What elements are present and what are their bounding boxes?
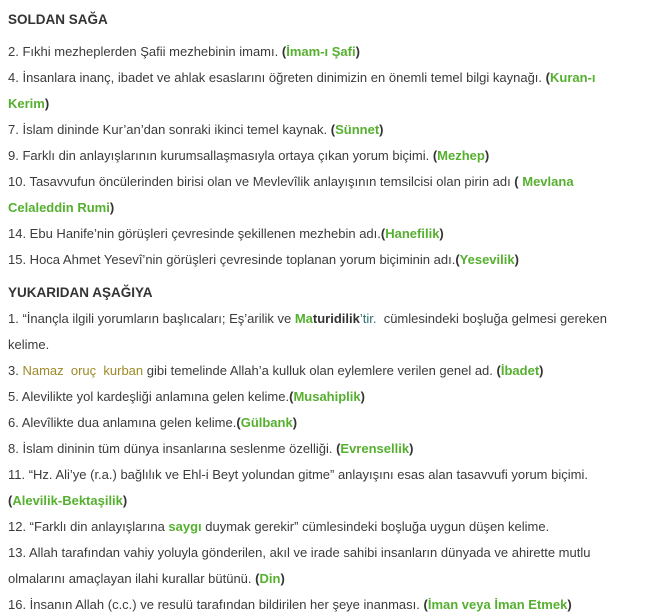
paren-or-bold-text: ( [289, 389, 294, 404]
answer-text: Alevilik-Bektaşilik [12, 493, 123, 508]
clue-text: 10. Tasavvufun öncülerinden birisi olan ve Mevlevîlik anlayışının temsilcisi olan pirin adı [8, 174, 515, 189]
answer-text: Celaleddin Rumi [8, 200, 110, 215]
clue-line [8, 117, 660, 143]
clue-line [8, 247, 660, 273]
clue-line [8, 488, 660, 514]
paren-or-bold-text: ) [360, 389, 365, 404]
answer-text: Kuran-ı [549, 70, 596, 85]
clue-line [8, 462, 660, 488]
paren-or-bold-text: ( [423, 597, 428, 612]
clue-line [8, 39, 660, 65]
clue-section [8, 7, 660, 273]
paren-or-bold-text: ) [539, 363, 544, 378]
clue-text: 8. İslam dininin tüm dünya insanlarına seslenme özelliği. [8, 441, 337, 456]
section-header: SOLDAN SAĞA [8, 12, 108, 27]
answer-text: Gülbank [240, 415, 293, 430]
paren-or-bold-text: ) [439, 226, 444, 241]
clue-section [8, 280, 660, 616]
clue-text: 15. Hoca Ahmet Yesevî’nin görüşleri çevresinde toplanan yorum biçiminin adı. [8, 252, 456, 267]
answer-text: Mezhep [437, 148, 485, 163]
clue-text: 3. [8, 363, 23, 378]
answer-text: Ma [294, 311, 313, 326]
clue-line [8, 436, 660, 462]
paren-or-bold-text: ) [292, 415, 298, 430]
clue-line [8, 332, 660, 358]
clue-text: 9. Farklı din anlayışlarının kurumsallaşmasıyla ortaya çıkan yorum biçimi. [8, 148, 433, 163]
clue-text: 14. Ebu Hanife’nin görüşleri çevresinde şekillenen mezhebin adı. [8, 226, 381, 241]
paren-or-bold-text: ( [336, 441, 341, 456]
answer-text: Musahiplik [293, 389, 361, 404]
answer-text: İbadet [500, 363, 540, 378]
answer-text: Kerim [8, 96, 45, 111]
clue-text: 6. Alevîlikte dua anlamına gelen kelime. [8, 415, 237, 430]
clue-text: 16. İnsanın Allah (c.c.) ve resulü tarafından bildirilen her şeye inanması. [8, 597, 424, 612]
clue-line [8, 169, 660, 195]
clue-line [8, 306, 660, 332]
answer-text: Hanefilik [385, 226, 440, 241]
paren-or-bold-text: ( [236, 415, 241, 430]
clue-text: 13. Allah tarafından vahiy yoluyla gönderilen, akıl ve irade sahibi insanların dünyada ve ahirette mutlu [8, 545, 591, 560]
clue-line [8, 65, 660, 91]
paren-or-bold-text: turidilik [312, 311, 360, 326]
paren-or-bold-text: ) [484, 148, 490, 163]
paren-or-bold-text: ( [255, 571, 260, 586]
paren-or-bold-text: ( [455, 252, 460, 267]
clue-line [8, 221, 660, 247]
paren-or-bold-text: ( [330, 122, 336, 137]
paren-or-bold-text: ) [122, 493, 128, 508]
clue-list [8, 7, 660, 616]
clue-text: 5. Alevilikte yol kardeşliği anlamına gelen kelime. [8, 389, 290, 404]
answer-text: İmam-ı Şafi [286, 44, 356, 59]
paren-or-bold-text: ) [514, 252, 519, 267]
clue-line [8, 566, 660, 592]
clue-line [8, 540, 660, 566]
clue-text: kelime. [8, 337, 50, 352]
clue-text: gibi temelinde Allah’a kulluk olan eylemlere verilen genel ad. [143, 363, 497, 378]
paren-or-bold-text: ( [281, 44, 287, 59]
paren-or-bold-text: ( [496, 363, 501, 378]
answer-text: Din [259, 571, 281, 586]
paren-or-bold-text: ( [545, 70, 550, 85]
paren-or-bold-text: ) [567, 597, 572, 612]
paren-or-bold-text: ) [379, 122, 384, 137]
paren-or-bold-text: ) [409, 441, 414, 456]
paren-or-bold-text: ) [44, 96, 50, 111]
clue-text: cümlesindeki boşluğa gelmesi gereken [376, 311, 607, 326]
paren-or-bold-text: ( [380, 226, 386, 241]
clue-text: 4. İnsanlara inanç, ibadet ve ahlak esaslarını öğreten dinimizin en önemli temel bilgi kaynağı. [8, 70, 546, 85]
paren-or-bold-text: ( [514, 174, 523, 189]
answer-text: Mevlana [522, 174, 574, 189]
paren-or-bold-text: ) [109, 200, 115, 215]
clue-line [8, 514, 660, 540]
highlight-word: Namaz oruç kurban [22, 363, 144, 378]
clue-line [8, 143, 660, 169]
answer-text: İman veya İman Etmek [427, 597, 568, 612]
clue-line [8, 195, 660, 221]
clue-text: 11. “Hz. Ali’ye (r.a.) bağlılık ve Ehl-i Beyt yolundan gitme” anlayışını esas alan tasavvufi yorum biçimi. [8, 467, 588, 482]
clue-text: 12. “Farklı din anlayışlarına [8, 519, 169, 534]
clue-line [8, 91, 660, 117]
section-header: YUKARIDAN AŞAĞIYA [8, 285, 153, 300]
clue-text: 2. Fıkhi mezheplerden Şafii mezhebinin imamı. [8, 44, 282, 59]
paren-or-bold-text: ) [280, 571, 285, 586]
clue-text: olmalarını amaçlayan ilahi kurallar bütünü. [8, 571, 256, 586]
clue-line [8, 384, 660, 410]
clue-text: 7. İslam dininde Kur’an’dan sonraki ikinci temel kaynak. [8, 122, 331, 137]
answer-text: Evrensellik [340, 441, 410, 456]
accent-text: ’tir. [359, 311, 377, 326]
answer-text: Yesevilik [459, 252, 515, 267]
clue-text: duymak gerekir” cümlesindeki boşluğa uygun düşen kelime. [201, 519, 550, 534]
clue-line [8, 592, 660, 616]
answer-text: saygı [168, 519, 202, 534]
paren-or-bold-text: ( [8, 493, 13, 508]
clue-text: 1. “İnançla ilgili yorumların başlıcaları; Eş’arilik ve [8, 311, 295, 326]
clue-line [8, 358, 660, 384]
clue-line [8, 410, 660, 436]
answer-text: Sünnet [335, 122, 380, 137]
paren-or-bold-text: ) [355, 44, 360, 59]
paren-or-bold-text: ( [432, 148, 438, 163]
